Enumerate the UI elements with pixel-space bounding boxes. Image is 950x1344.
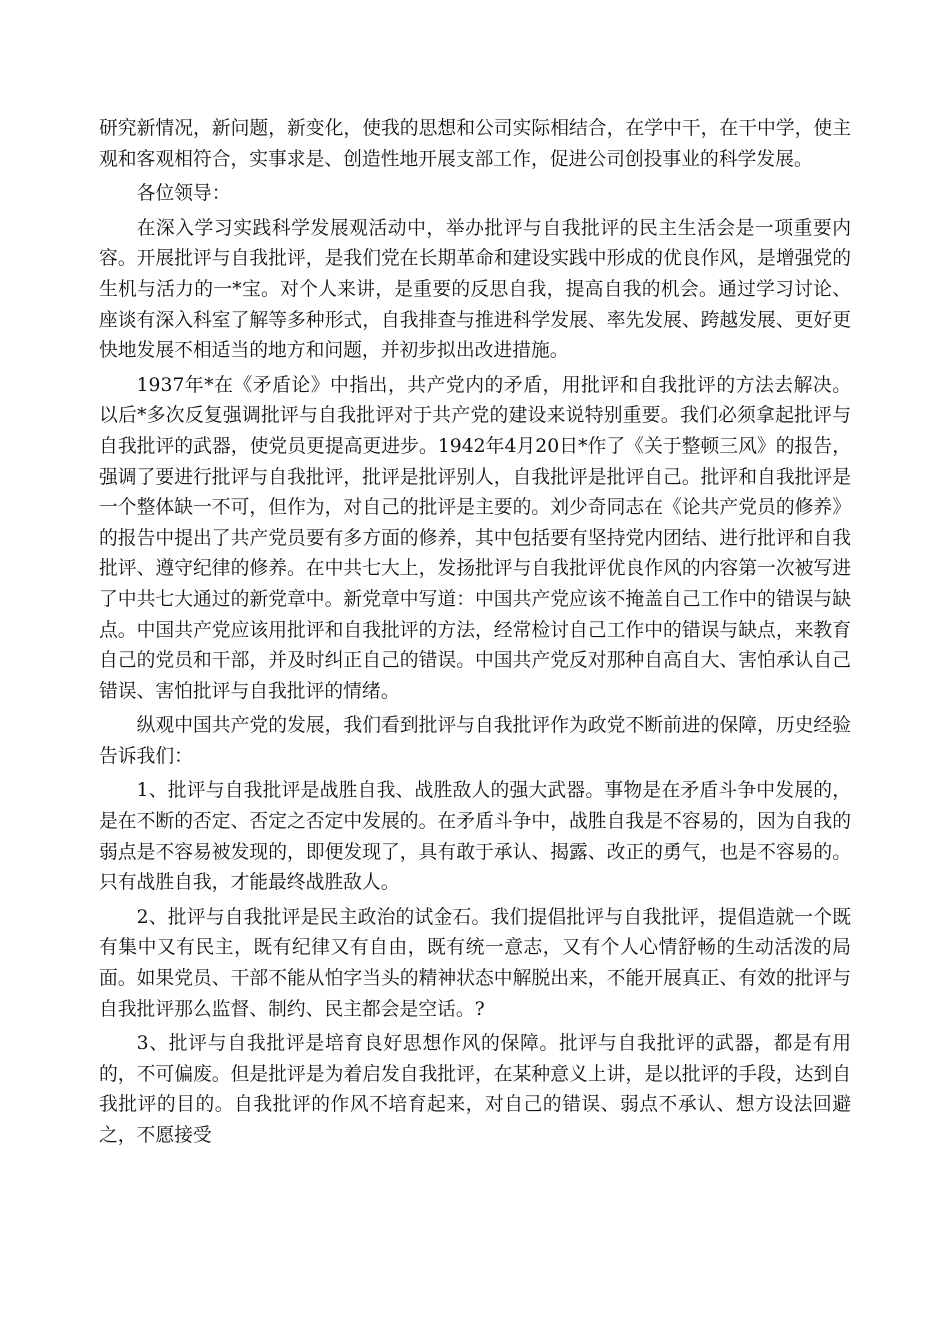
paragraph-point-1: 1、批评与自我批评是战胜自我、战胜敌人的强大武器。事物是在矛盾斗争中发展的，是在不断的否定、否定之否定中发展的。在矛盾斗争中，战胜自我是不容易的，因为自我的弱点是不容易被发现的，即便发现了，具有敢于承认、揭露、改正的勇气，也是不容易的。只有战胜自我，才能最终战胜敌人。 xyxy=(99,780,851,894)
paragraph-intro: 在深入学习实践科学发展观活动中，举办批评与自我批评的民主生活会是一项重要内容。开展批评与自我批评，是我们党在长期革命和建设实践中形成的优良作风，是增强党的生机与活力的一*宝。对个人来讲，是重要的反思自我，提高自我的机会。通过学习讨论、座谈有深入科室了解等多种形式，自我排查与推进科学发展、率先发展、跨越发展、更好更快地发展不相适当的地方和问题，并初步拟出改进措施。 xyxy=(99,217,851,362)
paragraph-continuation: 研究新情况，新问题，新变化，使我的思想和公司实际相结合，在学中干，在干中学，使主观和客观相符合，实事求是、创造性地开展支部工作，促进公司创投事业的科学发展。 xyxy=(99,118,851,170)
paragraph-history: 1937年*在《矛盾论》中指出，共产党内的矛盾，用批评和自我批评的方法去解决。以后*多次反复强调批评与自我批评对于共产党的建设来说特别重要。我们必须拿起批评与自我批评的武器，使党员更提高更进步。1942年4月20日*作了《关于整顿三风》的报告，强调了要进行批评与自我批评，批评是批评别人，自我批评是批评自己。批评和自我批评是一个整体缺一不可，但作为，对自己的批评是主要的。刘少奇同志在《论共产党员的修养》的报告中提出了共产党员要有多方面的修养，其中包括要有坚持党内团结、进行批评和自我批评、遵守纪律的修养。在中共七大上，发扬批评与自我批评优良作风的内容第一次被写进了中共七大通过的新党章中。新党章中写道：中国共产党应该不掩盖自己工作中的错误与缺点。中国共产党应该用批评和自我批评的方法，经常检讨自己工作中的错误与缺点，来教育自己的党员和干部，并及时纠正自己的错误。中国共产党反对那种自高自大、害怕承认自己错误、害怕批评与自我批评的情绪。 xyxy=(99,374,851,702)
document-body xyxy=(99,114,851,1156)
paragraph-point-3: 3、批评与自我批评是培育良好思想作风的保障。批评与自我批评的武器，都是有用的，不可偏废。但是批评是为着启发自我批评，在某种意义上讲，是以批评的手段，达到自我批评的目的。自我批评的作风不培育起来，对自己的错误、弱点不承认、想方设法回避之，不愿接受 xyxy=(99,1033,851,1146)
paragraph-point-2: 2、批评与自我批评是民主政治的试金石。我们提倡批评与自我批评，提倡造就一个既有集中又有民主，既有纪律又有自由，既有统一意志，又有个人心情舒畅的生动活泼的局面。如果党员、干部不能从怕字当头的精神状态中解脱出来，不能开展真正、有效的批评与自我批评那么监督、制约、民主都会是空话。? xyxy=(99,906,851,1020)
paragraph-summary: 纵观中国共产党的发展，我们看到批评与自我批评作为政党不断前进的保障，历史经验告诉我们： xyxy=(99,715,851,767)
salutation: 各位领导： xyxy=(136,183,231,205)
